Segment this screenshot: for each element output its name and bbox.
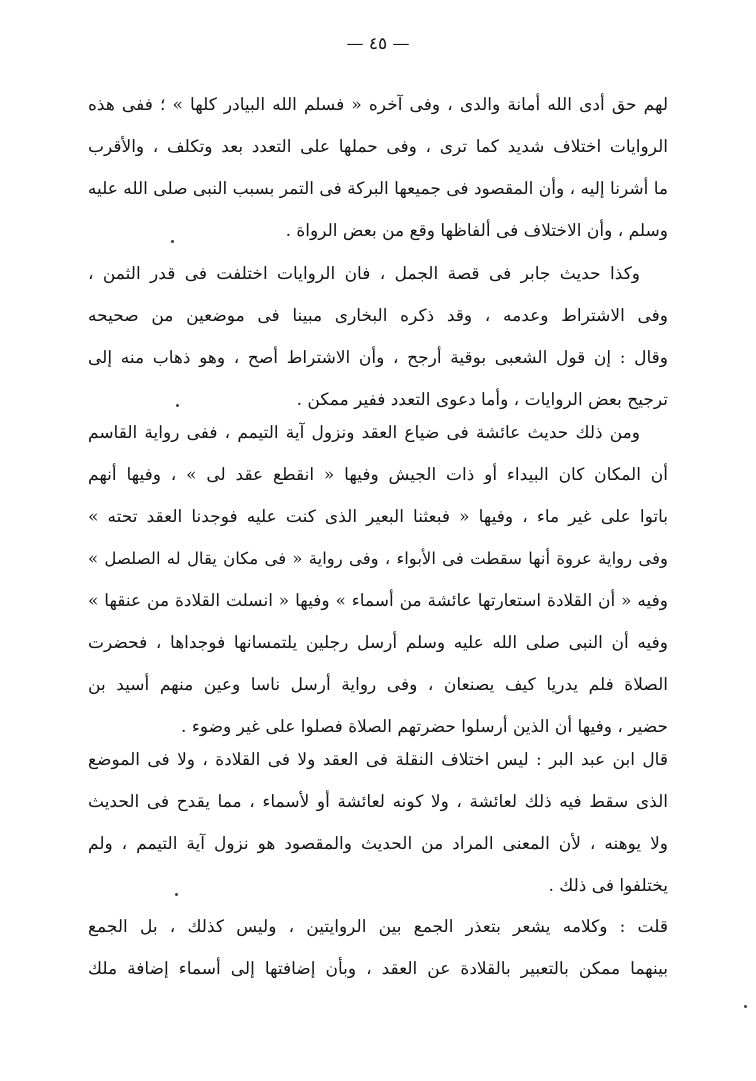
paragraph-1 — [88, 84, 668, 252]
text-line: أن المكان كان البيداء أو ذات الجيش وفيها « انقطع عقد لى » ، وفيها أنهم — [88, 465, 668, 485]
text-line: وفيه أن النبى صلى الله عليه وسلم أرسل رجلين يلتمسانها فوجداها ، فحضرت — [88, 633, 668, 653]
text-line: ترجيح بعض الروايات ، وأما دعوى التعدد ففير ممكن . — [296, 390, 668, 410]
text-line: قال ابن عبد البر : ليس اختلاف النقلة فى العقد ولا فى القلادة ، ولا فى الموضع — [88, 750, 668, 770]
text-line: باتوا على غير ماء ، وفيها « فبعثنا البعير الذى كنت عليه فوجدنا العقد تحته » — [88, 507, 668, 527]
paragraph-5 — [88, 906, 668, 990]
paragraph-2 — [88, 253, 668, 421]
text-line: قلت : وكلامه يشعر بتعذر الجمع بين الروايتين ، وليس كذلك ، بل الجمع — [88, 917, 668, 937]
scan-speck — [744, 1005, 747, 1008]
text-line: وفيه « أن القلادة استعارتها عائشة من أسماء » وفيها « انسلت القلادة من عنقها » — [88, 591, 668, 611]
text-line: ولا يوهنه ، لأن المعنى المراد من الحديث والمقصود هو نزول آية التيمم ، ولم — [88, 834, 668, 854]
text-line: ما أشرنا إليه ، وأن المقصود فى جميعها البركة فى التمر بسبب النبى صلى الله عليه — [88, 179, 668, 199]
paragraph-4 — [88, 739, 668, 907]
scan-speck — [176, 404, 179, 407]
scan-speck — [171, 240, 174, 243]
scan-speck — [175, 893, 178, 896]
text-line: وفى الاشتراط وعدمه ، وقد ذكره البخارى مبينا فى موضعين من صحيحه — [88, 306, 668, 326]
text-line: الصلاة فلم يدريا كيف يصنعان ، وفى رواية أرسل ناسا وعين منهم أسيد بن — [88, 675, 668, 695]
text-line: يختلفوا فى ذلك . — [548, 876, 668, 896]
text-line: ومن ذلك حديث عائشة فى ضياع العقد ونزول آية التيمم ، ففى رواية القاسم — [88, 423, 640, 443]
paragraph-3 — [88, 412, 668, 748]
text-line: لهم حق أدى الله أمانة والدى ، وفى آخره « فسلم الله البيادر كلها » ؛ ففى هذه — [88, 95, 668, 115]
text-line: وكذا حديث جابر فى قصة الجمل ، فان الروايات اختلفت فى قدر الثمن ، — [88, 264, 640, 284]
page-number: — ٤٥ — — [346, 34, 410, 54]
text-line: حضير ، وفيها أن الذين أرسلوا حضرتهم الصلاة فصلوا على غير وضوء . — [181, 717, 668, 737]
text-line: الروايات اختلاف شديد كما ترى ، وفى حملها على التعدد بعد وتكلف ، والأقرب — [88, 137, 668, 157]
text-line: وفى رواية عروة أنها سقطت فى الأبواء ، وفى رواية « فى مكان يقال له الصلصل » — [88, 549, 668, 568]
text-line: وسلم ، وأن الاختلاف فى ألفاظها وقع من بعض الرواة . — [285, 221, 668, 241]
text-line: وقال : إن قول الشعبى بوقية أرجح ، وأن الاشتراط أصح ، وهو ذهاب منه إلى — [88, 348, 668, 368]
text-line: بينهما ممكن بالتعبير بالقلادة عن العقد ، وبأن إضافتها إلى أسماء إضافة ملك — [88, 959, 668, 979]
text-line: الذى سقط فيه ذلك لعائشة ، ولا كونه لعائشة أو لأسماء ، مما يقدح فى الحديث — [88, 792, 668, 812]
